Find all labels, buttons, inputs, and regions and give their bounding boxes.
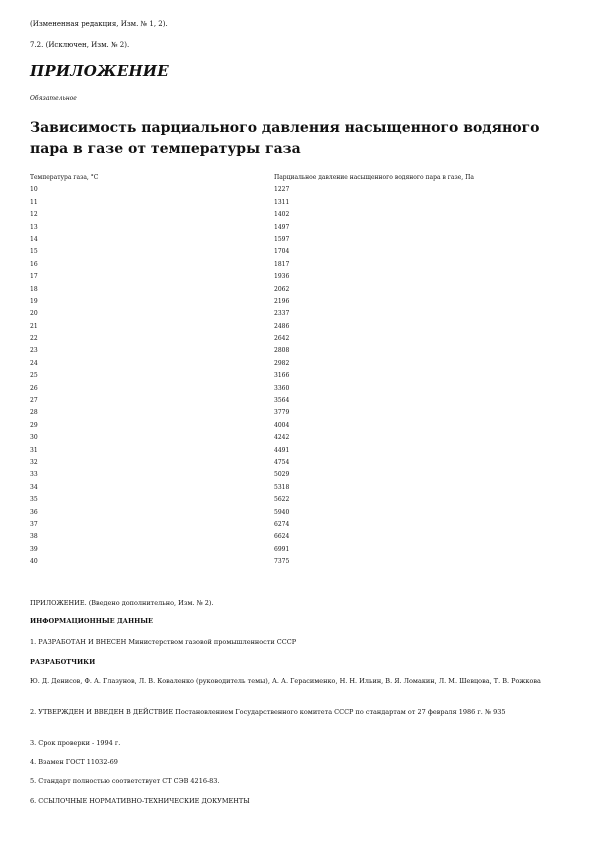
temperature-cell: 39 (30, 545, 38, 553)
table-row (30, 494, 570, 506)
info-item-4: 4. Взамен ГОСТ 11032-69 (30, 758, 118, 766)
temperature-cell: 32 (30, 458, 38, 466)
developers-list: Ю. Д. Денисов, Ф. А. Глазунов, Л. В. Коваленко (руководитель темы), А. А. Герасименко, Н. Н. Ильин, В. Я. Ломакин, Л. М. Шевцова, Т. В. Рожкова (30, 677, 541, 685)
pressure-cell: 4754 (274, 458, 290, 466)
temperature-cell: 21 (30, 322, 38, 330)
temperature-cell: 20 (30, 310, 38, 318)
info-title: ИНФОРМАЦИОННЫЕ ДАННЫЕ (30, 617, 154, 625)
temperature-cell: 36 (30, 508, 38, 516)
table-row (30, 531, 570, 543)
pressure-cell: 5029 (274, 471, 290, 479)
table-row (30, 209, 570, 221)
table-row (30, 445, 570, 457)
table-row (30, 308, 570, 320)
table-row (30, 296, 570, 308)
table-row (30, 333, 570, 345)
temperature-cell: 15 (30, 248, 38, 256)
table-row (30, 432, 570, 444)
table-row (30, 482, 570, 494)
pressure-cell: 3166 (274, 372, 290, 380)
temperature-cell: 27 (30, 397, 38, 405)
temperature-cell: 34 (30, 483, 38, 491)
pressure-cell: 1311 (274, 198, 290, 206)
table-row (30, 420, 570, 432)
table-row (30, 284, 570, 296)
table-row (30, 271, 570, 283)
pressure-cell: 4242 (274, 434, 290, 442)
column-header-pressure: Парциальное давление насыщенного водяного пара в газе, Па (274, 174, 474, 181)
temperature-cell: 38 (30, 533, 38, 541)
table-row (30, 234, 570, 246)
table-body (30, 184, 570, 568)
temperature-cell: 11 (30, 198, 38, 206)
appendix-title: Зависимость парциального давления насыщенного водяного пара в газе от температуры газа (30, 120, 540, 157)
table-row (30, 222, 570, 234)
table-row (30, 345, 570, 357)
pressure-cell: 5318 (274, 483, 290, 491)
pressure-cell: 2982 (274, 359, 290, 367)
pressure-cell: 6991 (274, 545, 290, 553)
temperature-cell: 19 (30, 297, 38, 305)
temperature-cell: 37 (30, 520, 38, 528)
pressure-cell: 4004 (274, 421, 290, 429)
temperature-cell: 23 (30, 347, 38, 355)
table-row (30, 407, 570, 419)
temperature-cell: 16 (30, 260, 38, 268)
table-row (30, 184, 570, 196)
appendix-subtitle: Обязательное (30, 95, 77, 102)
pressure-cell: 1497 (274, 223, 290, 231)
pressure-cell: 1597 (274, 235, 290, 243)
pressure-table (30, 172, 570, 569)
table-header (30, 172, 570, 184)
column-header-temperature: Температура газа, °С (30, 174, 99, 181)
info-item-3: 3. Срок проверки - 1994 г. (30, 739, 121, 747)
table-row (30, 469, 570, 481)
info-item-5: 5. Стандарт полностью соответствует СТ СЭВ 4216-83. (30, 777, 220, 785)
pressure-cell: 3360 (274, 384, 290, 392)
temperature-cell: 25 (30, 372, 38, 380)
table-row (30, 383, 570, 395)
info-item-2: 2. УТВЕРЖДЕН И ВВЕДЕН В ДЕЙСТВИЕ Постановлением Государственного комитета СССР по стандартам от 27 февраля 1986 г. № 935 (30, 708, 506, 716)
pressure-cell: 1817 (274, 260, 290, 268)
table-row (30, 507, 570, 519)
temperature-cell: 26 (30, 384, 38, 392)
developers-title: РАЗРАБОТЧИКИ (30, 658, 96, 666)
pressure-cell: 6624 (274, 533, 290, 541)
table-row (30, 370, 570, 382)
table-row (30, 246, 570, 258)
appendix-heading: ПРИЛОЖЕНИЕ (30, 62, 169, 80)
table-row (30, 197, 570, 209)
temperature-cell: 35 (30, 496, 38, 504)
table-row (30, 457, 570, 469)
info-item-1: 1. РАЗРАБОТАН И ВНЕСЕН Министерством газовой промышленности СССР (30, 638, 297, 646)
temperature-cell: 17 (30, 273, 38, 281)
pressure-cell: 1704 (274, 248, 290, 256)
temperature-cell: 29 (30, 421, 38, 429)
temperature-cell: 13 (30, 223, 38, 231)
table-row (30, 321, 570, 333)
temperature-cell: 14 (30, 235, 38, 243)
pressure-cell: 4491 (274, 446, 290, 454)
table-row (30, 544, 570, 556)
temperature-cell: 18 (30, 285, 38, 293)
pressure-cell: 2062 (274, 285, 290, 293)
info-item-6: 6. ССЫЛОЧНЫЕ НОРМАТИВНО-ТЕХНИЧЕСКИЕ ДОКУМЕНТЫ (30, 797, 250, 805)
temperature-cell: 33 (30, 471, 38, 479)
table-row (30, 395, 570, 407)
pressure-cell: 2196 (274, 297, 290, 305)
table-row (30, 556, 570, 568)
temperature-cell: 31 (30, 446, 38, 454)
table-row (30, 519, 570, 531)
temperature-cell: 28 (30, 409, 38, 417)
pressure-cell: 5940 (274, 508, 290, 516)
temperature-cell: 12 (30, 211, 38, 219)
temperature-cell: 22 (30, 335, 38, 343)
pressure-cell: 2337 (274, 310, 290, 318)
pressure-cell: 2808 (274, 347, 290, 355)
temperature-cell: 24 (30, 359, 38, 367)
pressure-cell: 5622 (274, 496, 290, 504)
temperature-cell: 30 (30, 434, 38, 442)
table-row (30, 259, 570, 271)
pressure-cell: 1936 (274, 273, 290, 281)
pressure-cell: 6274 (274, 520, 290, 528)
pressure-cell: 1227 (274, 186, 290, 194)
pressure-cell: 2486 (274, 322, 290, 330)
pressure-cell: 1402 (274, 211, 290, 219)
appendix-note: ПРИЛОЖЕНИЕ. (Введено дополнительно, Изм. № 2). (30, 599, 214, 607)
pressure-cell: 2642 (274, 335, 290, 343)
edition-note: (Измененная редакция, Изм. № 1, 2). (30, 20, 168, 28)
temperature-cell: 10 (30, 186, 38, 194)
section-note: 7.2. (Исключен, Изм. № 2). (30, 41, 130, 49)
pressure-cell: 7375 (274, 558, 290, 566)
table-row (30, 358, 570, 370)
temperature-cell: 40 (30, 558, 38, 566)
pressure-cell: 3779 (274, 409, 290, 417)
pressure-cell: 3564 (274, 397, 290, 405)
